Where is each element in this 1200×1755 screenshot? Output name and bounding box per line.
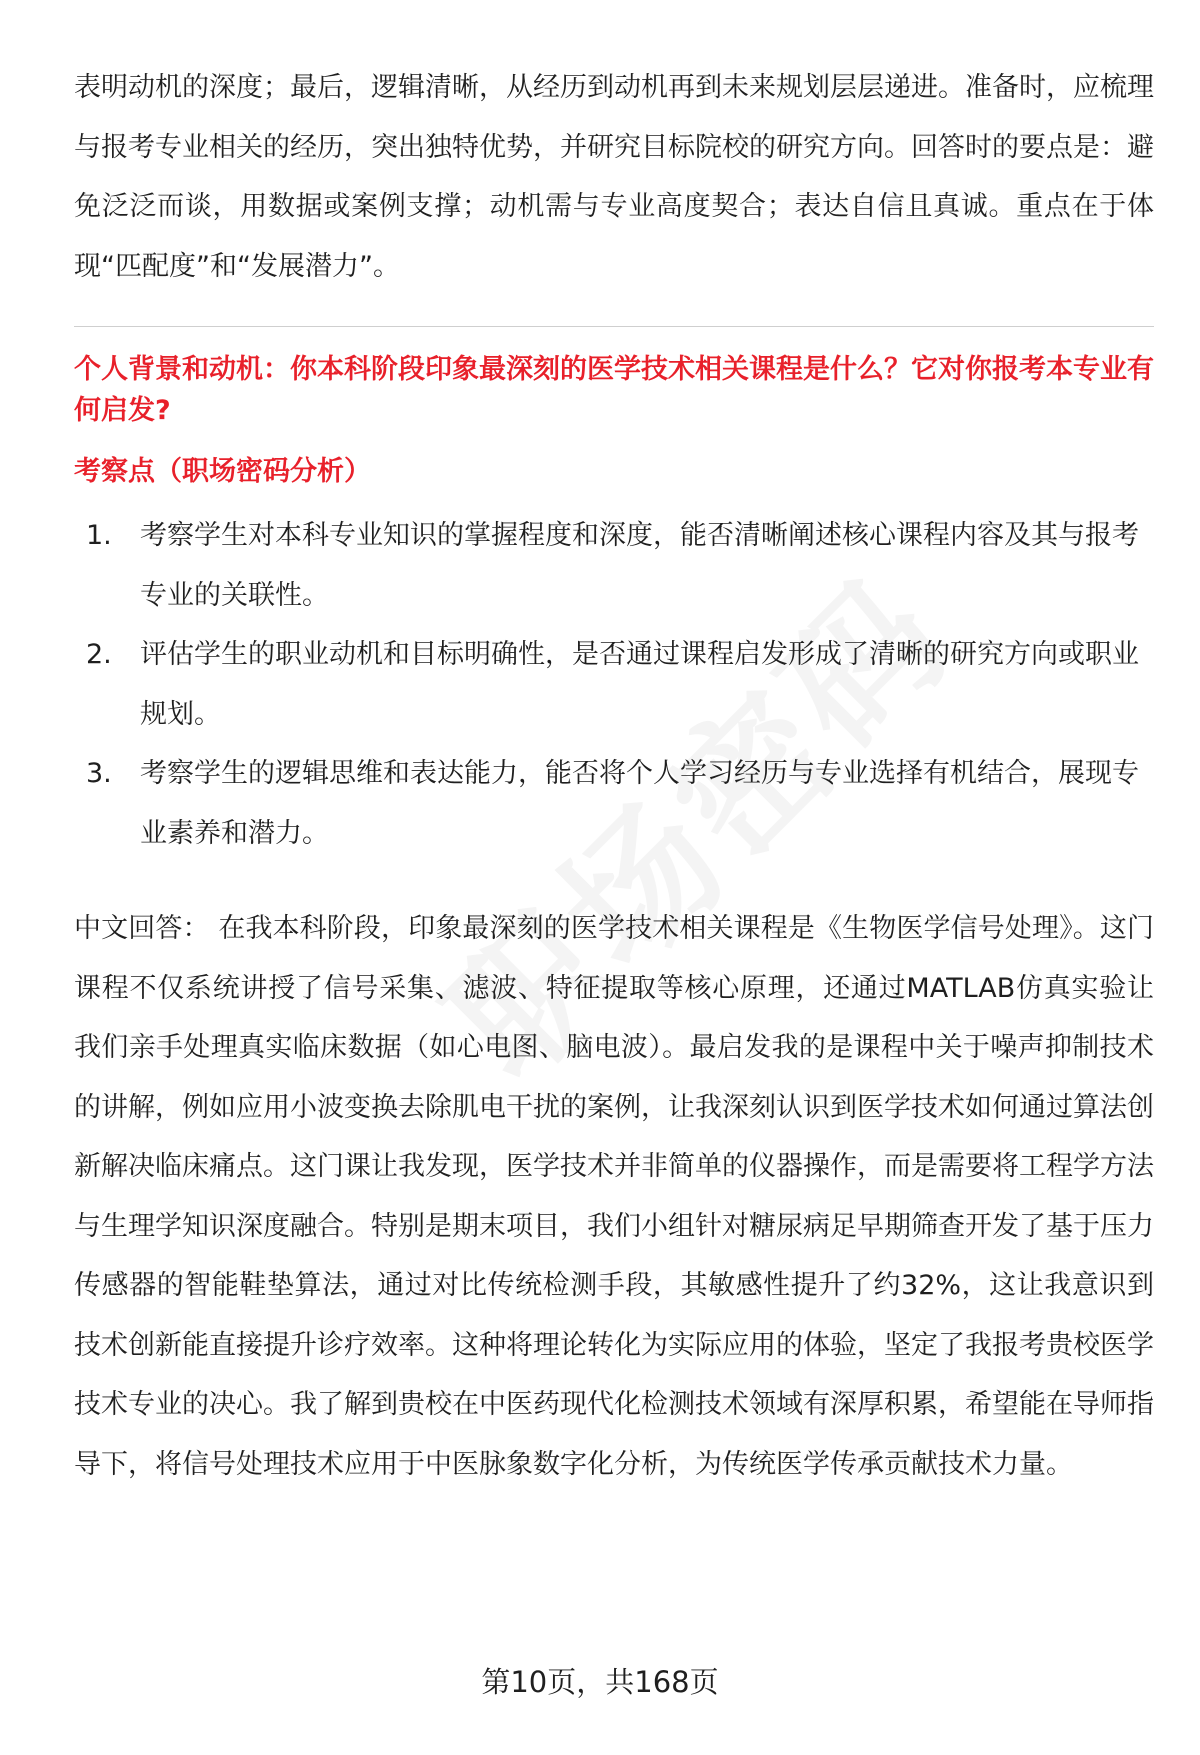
intro-paragraph: 表明动机的深度；最后，逻辑清晰，从经历到动机再到未来规划层层递进。准备时，应梳理与报考专业相关的经历，突出独特优势，并研究目标院校的研究方向。回答时的要点是：避免泛泛而谈，用数据或案例支撑；动机需与专业高度契合；表达自信且真诚。重点在于体现“匹配度”和“发展潜力”。 bbox=[74, 72, 1154, 282]
list-item bbox=[74, 744, 1154, 863]
list-item-text: 评估学生的职业动机和目标明确性，是否通过课程启发形成了清晰的研究方向或职业规划。 bbox=[140, 639, 1139, 730]
assessment-points-heading: 考察点（职场密码分析） bbox=[74, 456, 371, 487]
list-item-number: 2. bbox=[86, 639, 112, 670]
assessment-points-list bbox=[74, 506, 1154, 863]
list-item bbox=[74, 625, 1154, 744]
answer-paragraph: 中文回答： 在我本科阶段，印象最深刻的医学技术相关课程是《生物医学信号处理》。这门课程不仅系统讲授了信号采集、滤波、特征提取等核心原理，还通过MATLAB仿真实验让我们亲手处理真实临床数据（如心电图、脑电波）。最启发我的是课程中关于噪声抑制技术的讲解，例如应用小波变换去除肌电干扰的案例，让我深刻认识到医学技术如何通过算法创新解决临床痛点。这门课让我发现，医学技术并非简单的仪器操作，而是需要将工程学方法与生理学知识深度融合。特别是期末项目，我们小组针对糖尿病足早期筛查开发了基于压力传感器的智能鞋垫算法，通过对比传统检测手段，其敏感性提升了约32%，这让我意识到技术创新能直接提升诊疗效率。这种将理论转化为实际应用的体验，坚定了我报考贵校医学技术专业的决心。我了解到贵校在中医药现代化检测技术领域有深厚积累，希望能在导师指导下，将信号处理技术应用于中医脉象数字化分析，为传统医学传承贡献技术力量。 bbox=[74, 913, 1154, 1480]
section-divider bbox=[74, 326, 1154, 327]
list-item-text: 考察学生的逻辑思维和表达能力，能否将个人学习经历与专业选择有机结合，展现专业素养和潜力。 bbox=[140, 758, 1139, 849]
page-number: 第10页，共168页 bbox=[481, 1665, 719, 1699]
list-item-number: 1. bbox=[86, 520, 112, 551]
list-item-text: 考察学生对本科专业知识的掌握程度和深度，能否清晰阐述核心课程内容及其与报考专业的关联性。 bbox=[140, 520, 1139, 611]
list-item bbox=[74, 506, 1154, 625]
list-item-number: 3. bbox=[86, 758, 112, 789]
question-heading: 个人背景和动机：你本科阶段印象最深刻的医学技术相关课程是什么？它对你报考本专业有何启发? bbox=[74, 354, 1154, 426]
page-content bbox=[74, 58, 1154, 1494]
